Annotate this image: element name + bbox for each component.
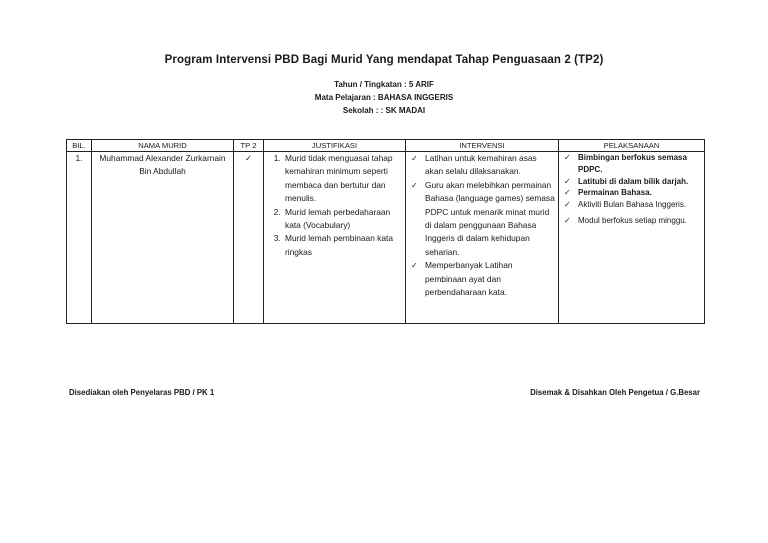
- table-row: [67, 152, 705, 324]
- intervensi-item: ✓ Guru akan melebihkan permainan Bahasa (language games) semasa PDPC untuk menarik minat murid di dalam penggunaan Bahasa Inggeris di dalam kehidupan seharian.: [409, 179, 555, 259]
- cell-student-name: Muhammad Alexander Zurkarnain Bin Abdullah: [92, 152, 234, 324]
- cell-bil: 1.: [67, 152, 92, 324]
- header-tp2: TP 2: [234, 140, 264, 152]
- cell-intervensi: [406, 152, 559, 324]
- header-justifikasi: JUSTIFIKASI: [264, 140, 406, 152]
- table-header-row: [67, 140, 705, 152]
- prepared-by-label: Disediakan oleh Penyelaras PBD / PK 1: [69, 388, 215, 397]
- pelaksanaan-item: ✓ Modul berfokus setiap minggu.: [562, 215, 701, 227]
- header-pelaksanaan: PELAKSANAAN: [559, 140, 705, 152]
- tp2-check-icon: ✓: [234, 152, 264, 324]
- header-nama-murid: NAMA MURID: [92, 140, 234, 152]
- approved-by-label: Disemak & Disahkan Oleh Pengetua / G.Besar: [530, 388, 700, 397]
- cell-justifikasi: [264, 152, 406, 324]
- header-bil: BIL.: [67, 140, 92, 152]
- pelaksanaan-item: ✓ Bimbingan berfokus semasa PDPC.: [562, 152, 701, 176]
- pelaksanaan-item: ✓ Aktiviti Bulan Bahasa Inggeris.: [562, 199, 701, 215]
- subject-label: Mata Pelajaran : BAHASA INGGERIS: [314, 93, 454, 102]
- header-intervensi: INTERVENSI: [406, 140, 559, 152]
- document-title: Program Intervensi PBD Bagi Murid Yang mendapat Tahap Penguasaan 2 (TP2): [164, 54, 604, 66]
- pelaksanaan-item: ✓ Permainan Bahasa.: [562, 187, 701, 199]
- cell-pelaksanaan: [559, 152, 705, 324]
- intervention-table: [66, 139, 705, 324]
- justifikasi-item: 2. Murid lemah perbedaharaan kata (Vocabulary): [283, 206, 402, 233]
- justifikasi-item: 3. Murid lemah pembinaan kata ringkas: [283, 232, 402, 259]
- pelaksanaan-item: ✓ Latitubi di dalam bilik darjah.: [562, 176, 701, 188]
- intervensi-item: ✓ Latihan untuk kemahiran asas akan selalu dilaksanakan.: [409, 152, 555, 179]
- intervensi-item: ✓ Memperbanyak Latihan pembinaan ayat dan perbendaharaan kata.: [409, 259, 555, 299]
- year-level-label: Tahun / Tingkatan : 5 ARIF: [334, 80, 434, 89]
- justifikasi-item: 1. Murid tidak menguasai tahap kemahiran minimum seperti membaca dan bertutur dan menulis.: [283, 152, 402, 206]
- school-label: Sekolah : : SK MADAI: [342, 106, 426, 115]
